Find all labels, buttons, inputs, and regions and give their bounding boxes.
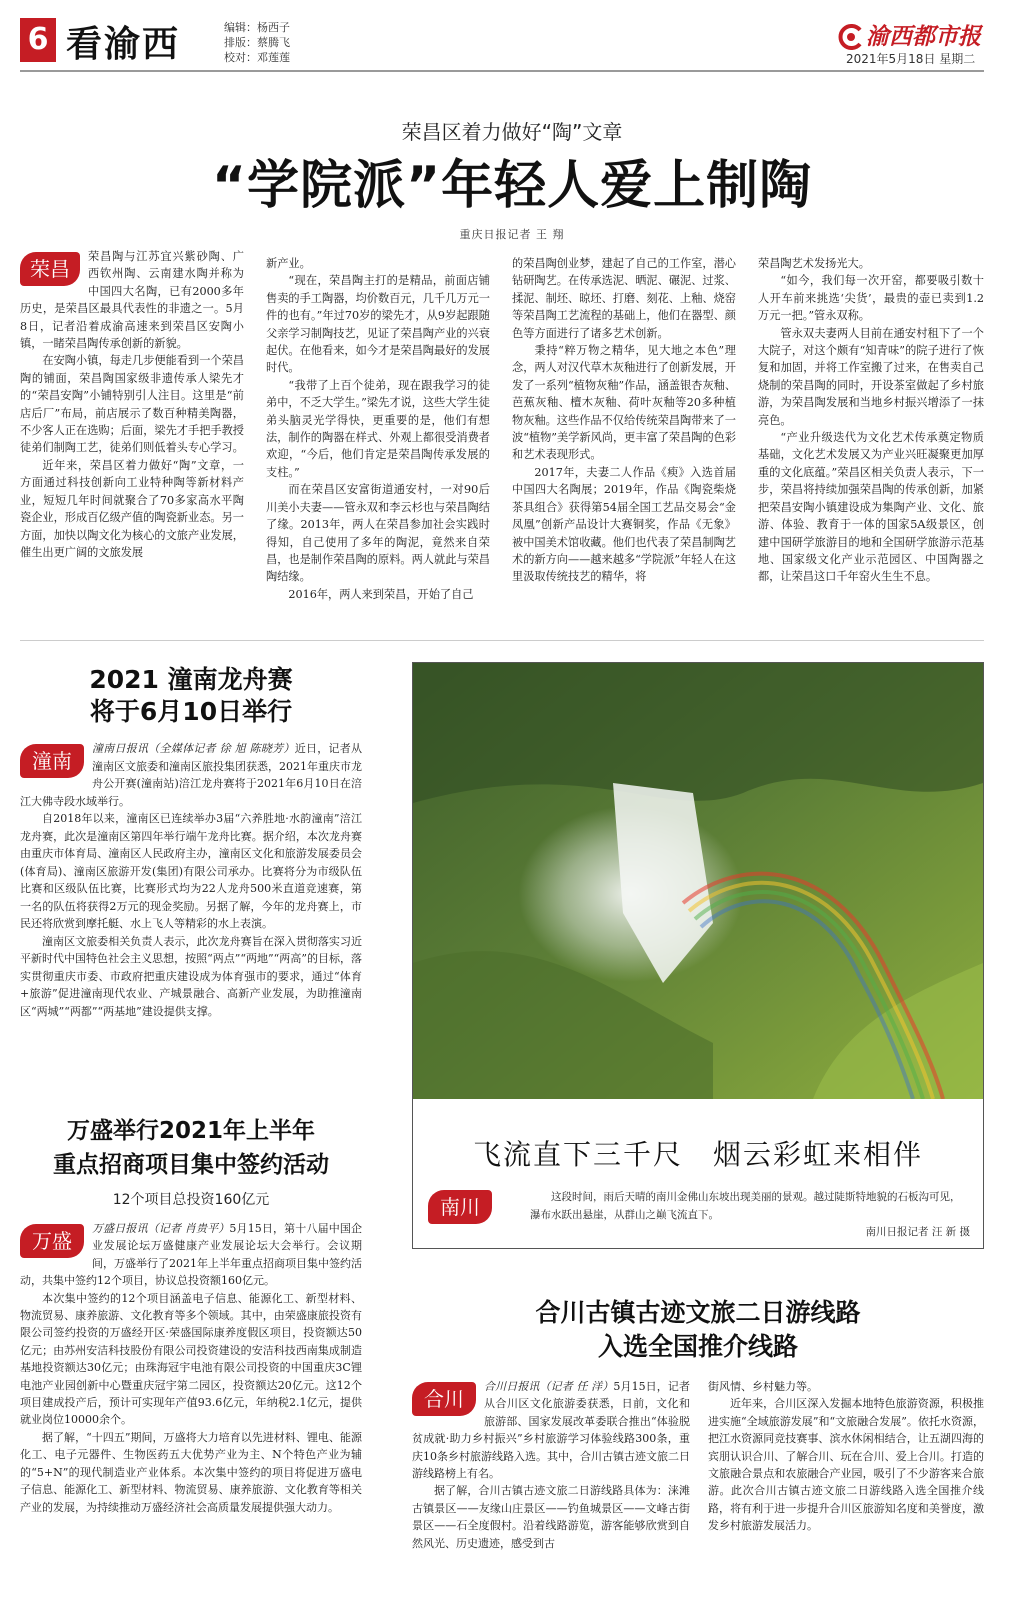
headline-line: 合川古镇古迹文旅二日游线路 — [535, 1298, 861, 1327]
paragraph-text: 5月15日，第十八届中国企业发展论坛万盛健康产业发展论坛大会举行。会议期间，万盛举行了2021年上半年重点招商项目集中签约活动，共集中签约12个项目，协议总投资额160亿元。 — [20, 1222, 363, 1288]
photo-caption: 这段时间，雨后天晴的南川金佛山东坡出现美丽的景观。越过陡斯特地貌的石板沟可见，瀑布水跃出悬崖，从群山之巅飞流直下。 — [530, 1191, 961, 1221]
editor-line: 编辑：杨西子 — [224, 21, 290, 34]
paragraph: “产业升级迭代为文化艺术传承奠定物质基础，文化艺术发展又为产业兴旺凝聚更加厚重的文化底蕴。”荣昌区相关负责人表示，下一步，荣昌将持续加强荣昌陶的传承创新，加紧把荣昌安陶小镇建设成为集陶产业、文化、旅游、体验、教育于一体的国家5A级景区，创建中国研学旅游目的地和全国研学旅游示范基地、国家级文化产业示范园区、中国陶器之都，让荣昌这口千年窑火生生不息。 — [758, 431, 984, 584]
paragraph: 在安陶小镇，每走几步便能看到一个荣昌陶的铺面，荣昌陶国家级非遗传承人梁先才的“荣昌安陶”小铺特别引人注目。这里是“前店后厂”布局，前店展示了数百种精美陶器，不少客人正在选购；后面，梁先才手把手教授徒弟们制陶工艺，徒弟们则低着头专心学习。 — [20, 354, 244, 455]
lead-byline: 重庆日报记者 王 翔 — [459, 228, 565, 241]
paragraph: 据了解，“十四五”期间，万盛将大力培育以先进材料、锂电、能源化工、电子元器件、生物医药五大优势产业为主、N个特色产业为辅的“5+N”的现代制造业产业体系。本次集中签约的项目将促进万盛电子信息、能源化工、新型材料、物流贸易、康养旅游、文化教育等相关产业的发展，为持续推动万盛经济社会高质量发展提供强大动力。 — [20, 1430, 362, 1514]
wansheng-body — [20, 1220, 362, 1516]
photo-title: 飞流直下三千尺 烟云彩虹来相伴 — [472, 1138, 923, 1171]
headline-line: 入选全国推介线路 — [597, 1332, 798, 1361]
editor-line: 排版：蔡腾飞 — [224, 36, 290, 49]
lead-column-3 — [512, 255, 736, 586]
paragraph: 街风情、乡村魅力等。 — [708, 1380, 818, 1393]
hechuan-column-1 — [412, 1378, 690, 1552]
paragraph: 近年来，荣昌区着力做好“陶”文章，一方面通过科技创新向工业特种陶等新材料产业，短短几年时间就聚合了70多家高水平陶瓷企业，形成百亿级产值的陶瓷新业态。另一方面，加快以陶文化为核心的文旅产业发展，催生出更广阔的文旅发展 — [20, 458, 244, 559]
paragraph: “我带了上百个徒弟，现在跟我学习的徒弟中，不乏大学生。”梁先才说，这些大学生徒弟头脑灵光学得快，更重要的是，他们有想法，制作的陶器在样式、外观上都很受消费者欢迎，“今后，他们肯定是荣昌陶传承发展的支柱。” — [266, 378, 490, 479]
headline-line: 将于6月10日举行 — [89, 697, 293, 726]
paragraph: 本次集中签约的12个项目涵盖电子信息、能源化工、新型材料、物流贸易、康养旅游、文化教育等多个领域。其中，由荣盛康旅投资有限公司签约投资的万盛经开区·荣盛国际康养度假区项目，投资额达50亿元；由苏州安洁科技股份有限公司投资建设的安洁科技西南集成制造基地投资额达30亿元；由珠海冠宇电池有限公司投资的中国重庆3C锂电池产业园创新中心暨重庆冠宇第二园区，投资额达20亿元。这12个项目建成投产后，预计可实现年产值93.6亿元，年纳税2.1亿元，提供就业岗位10000余个。 — [20, 1291, 362, 1427]
lead-headline: “学院派”年轻人爱上制陶 — [211, 156, 813, 216]
headline-line: 万盛举行2021年上半年 — [66, 1118, 315, 1144]
lead-column-1 — [20, 248, 244, 561]
section-divider — [20, 640, 984, 641]
paragraph-text: 近日，记者从潼南区文旅委和潼南区旅投集团获悉，2021年重庆市龙舟公开赛(潼南站)涪江龙舟赛将于2021年6月10日在涪江大佛寺段水域举行。 — [20, 742, 363, 808]
paragraph: 2017年，夫妻二人作品《瘐》入选首届中国四大名陶展；2019年，作品《陶瓷柴烧茶具组合》获得第54届全国工艺品交易会“金凤凰”创新产品设计大赛铜奖，作品《无象》被中国美术馆收藏。他们也代表了荣昌制陶艺术的新方向——越来越多“学院派”年轻人在这里汲取传统技艺的精华，将 — [512, 465, 737, 584]
paragraph: 荣昌陶艺术发扬光大。 — [758, 257, 870, 270]
paragraph: 新产业。 — [266, 257, 311, 270]
paragraph: 2016年，两人来到荣昌，开始了自己 — [288, 587, 474, 601]
location-tag: 荣昌 — [20, 252, 80, 286]
news-source: 潼南日报讯（全媒体记者 徐 旭 陈晓芳） — [92, 742, 295, 755]
news-source: 万盛日报讯（记者 肖贵平） — [92, 1222, 230, 1235]
headline-line: 重点招商项目集中签约活动 — [53, 1152, 329, 1178]
hechuan-headline — [412, 1296, 984, 1364]
issue-date: 2021年5月18日 星期二 — [846, 52, 976, 66]
paragraph: 潼南区文旅委相关负责人表示，此次龙舟赛旨在深入贯彻落实习近平新时代中国特色社会主义思想，按照“两点”“两地”“两高”的目标，落实贯彻重庆市委、市政府把重庆建设成为体育强市的要求，通过“体育+旅游”促进潼南现代农业、产城景融合、高新产业发展，为助推潼南区“两城”“两都”“两基地”建设提供支撑。 — [20, 934, 362, 1018]
location-tag: 万盛 — [20, 1224, 84, 1258]
brand-logo-icon — [838, 24, 864, 50]
section-title: 看渝西 — [66, 23, 181, 65]
waterfall-rainbow-photo — [413, 663, 983, 1099]
paragraph-text: 5月15日，记者从合川区文化旅游委获悉，日前，文化和旅游部、国家发展改革委联合推出“体验脱贫成就·助力乡村振兴”乡村旅游学习体验线路300条，重庆10条乡村旅游线路入选。其中，合川古镇古迹文旅二日游线路榜上有名。 — [412, 1380, 691, 1481]
page-number: 6 — [20, 18, 56, 62]
photo-credit: 南川日报记者 汪 新 摄 — [865, 1226, 970, 1238]
location-tag: 南川 — [428, 1190, 492, 1224]
location-tag: 合川 — [412, 1382, 476, 1416]
lead-column-2 — [266, 255, 490, 603]
paragraph: 据了解，合川古镇古迹文旅二日游线路具体为：涞滩古镇景区——友缘山庄景区——钓鱼城景区——文峰古街景区——石全度假村。沿着线路游览，游客能够欣赏到自然风光、历史遗迹，感受到古 — [412, 1484, 690, 1550]
paragraph: 秉持“粹万物之精华，见大地之本色”理念，两人对汉代草木灰釉进行了创新发展，开发了一系列“植物灰釉”作品，涵盖银杏灰釉、芭蕉灰釉、檀木灰釉、荷叶灰釉等20多种植物灰釉。这些作品不仅给传统荣昌陶带来了一波“植物”美学新风尚，更丰富了荣昌陶的色彩和艺术表现形式。 — [512, 344, 737, 462]
tongnan-headline — [20, 664, 362, 728]
lead-column-4 — [758, 255, 984, 586]
lead-subheading: 荣昌区着力做好“陶”文章 — [401, 120, 623, 144]
headline-line: 2021 潼南龙舟赛 — [89, 665, 293, 694]
paragraph: 管永双夫妻两人目前在通安村租下了一个大院子，对这个颇有“知青味”的院子进行了恢复和加固，并将工作室搬了过来，在售卖自己烧制的荣昌陶的同时，开设茶室做起了乡村旅游，为荣昌陶发展和当地乡村振兴增添了一抹亮色。 — [758, 326, 984, 427]
paragraph: 自2018年以来，潼南区已连续举办3届“六养胜地·水韵潼南”涪江龙舟赛，此次是潼南区第四年举行端午龙舟比赛。据介绍，本次龙舟赛由重庆市体育局、潼南区人民政府主办，潼南区文化和旅游发展委员会(体育局)、潼南区旅游开发(集团)有限公司承办。比赛将分为市级队伍比赛和区级队伍比赛，比赛形式均为22人龙舟500米直道竞速赛，第一名的队伍将获得2万元的现金奖励。另据了解，今年的龙舟赛上，市民还将欣赏到摩托艇、水上飞人等精彩的水上表演。 — [20, 812, 362, 930]
wansheng-subheading: 12个项目总投资160亿元 — [112, 1192, 270, 1208]
hechuan-column-2 — [708, 1378, 984, 1535]
paragraph: 荣昌陶与江苏宜兴紫砂陶、广西钦州陶、云南建水陶并称为中国四大名陶，已有2000多年历史，是荣昌区最具代表性的非遗之一。5月8日，记者沿着成渝高速来到荣昌区安陶小镇，一睹荣昌陶传承创新的新貌。 — [20, 250, 244, 351]
editor-line: 校对：邓莲莲 — [224, 51, 290, 64]
header-divider — [20, 70, 984, 72]
news-source: 合川日报讯（记者 任 洋） — [484, 1380, 614, 1393]
tongnan-body — [20, 740, 362, 1020]
paragraph: “现在，荣昌陶主打的是精品，前面店铺售卖的手工陶器，均价数百元，几千几万元一件的也有。”年过70岁的梁先才，从9岁起跟随父亲学习制陶技艺，见证了荣昌陶产业的兴衰起伏。在他看来，如今才是荣昌陶最好的发展时代。 — [266, 274, 490, 375]
paragraph: 近年来，合川区深入发掘本地特色旅游资源，积极推进实施“全域旅游发展”和“文旅融合发展”。依托水资源，把江水资源同竞技赛事、滨水休闲相结合，让五湖四海的宾朋认识合川、了解合川、玩在合川、爱上合川。打造的文旅融合景点和农旅融合产业园，吸引了不少游客来合旅游。此次合川古镇古迹文旅二日游线路入选全国推介线路，将有利于进一步提升合川区旅游知名度和美誉度，激发乡村旅游发展活力。 — [708, 1397, 984, 1533]
newspaper-brand: 渝西都市报 — [866, 23, 981, 50]
paragraph: 而在荣昌区安富街道通安村，一对90后川美小夫妻——管永双和李云杉也与荣昌陶结了缘。2013年，两人在荣昌参加社会实践时得知，自己使用了多年的陶泥，竟然来自荣昌，也是制作荣昌陶的原料。两人就此与荣昌陶结缘。 — [266, 483, 490, 584]
wansheng-headline — [20, 1114, 362, 1182]
location-tag: 潼南 — [20, 744, 84, 778]
paragraph: “如今，我们每一次开窑，都要吸引数十人开车前来挑选‘尖货’，最贵的壶已卖到1.2万元一把。”管永双称。 — [758, 274, 984, 323]
paragraph: 的荣昌陶创业梦，建起了自己的工作室，潜心钻研陶艺。在传承选泥、晒泥、碾泥、过浆、揉泥、制坯、晾坯、打磨、刻花、上釉、烧窑等荣昌陶工艺流程的基础上，他们在器型、颜色等方面进行了诸多艺术创新。 — [512, 257, 736, 340]
